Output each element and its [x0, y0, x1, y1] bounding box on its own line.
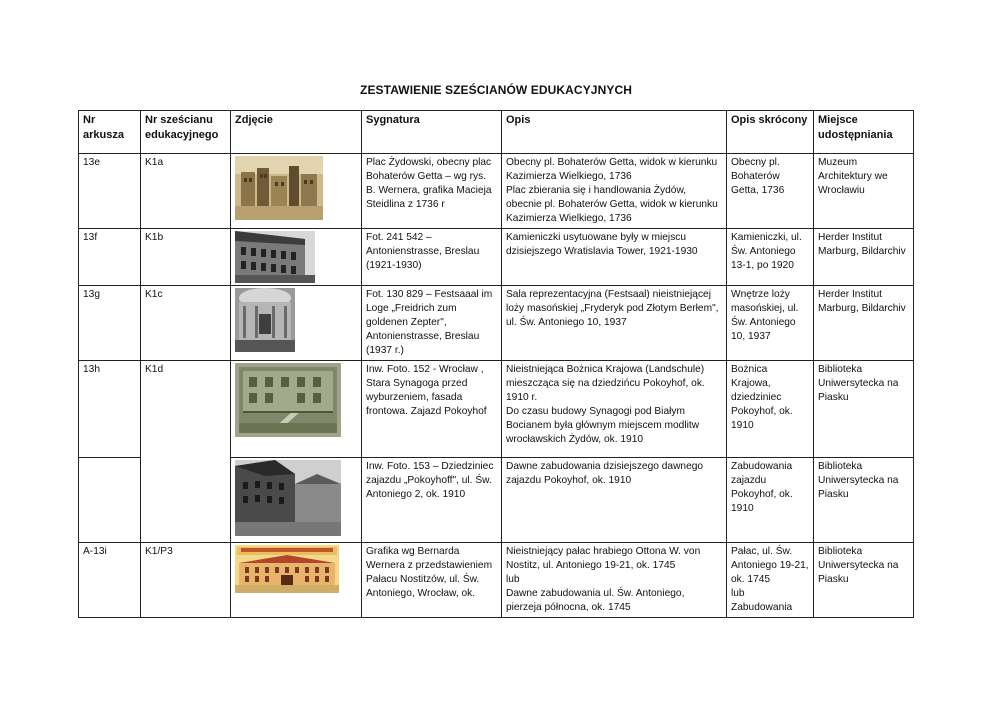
cell-szescian: K1c [141, 286, 231, 361]
table-row [79, 229, 914, 286]
cell-nr: 13e [79, 154, 141, 229]
cell-opis-skrocony: Bożnica Krajowa, dziedziniec Pokoyhof, ok. 1910 [727, 361, 814, 458]
cell-sygnatura: Plac Żydowski, obecny plac Bohaterów Getta – wg rys. B. Wernera, grafika Macieja Steidlina z 1736 r [362, 154, 502, 229]
cell-opis: Dawne zabudowania dzisiejszego dawnego zajazdu Pokoyhof, ok. 1910 [502, 458, 727, 543]
header-opis: Opis [502, 111, 727, 154]
cell-sygnatura: Inw. Foto. 153 – Dziedziniec zajazdu „Pokoyhoff", ul. Św. Antoniego 2, ok. 1910 [362, 458, 502, 543]
header-zdjecie: Zdjęcie [231, 111, 362, 154]
photo-old-synagogue-courtyard [235, 363, 357, 437]
cell-opis-skrocony: Zabudowania zajazdu Pokoyhof, ok. 1910 [727, 458, 814, 543]
header-nr-arkusza: Nr arkusza [79, 111, 141, 154]
cell-miejsce: Herder Institut Marburg, Bildarchiv [814, 286, 914, 361]
cell-photo [231, 543, 362, 618]
cell-szescian: K1a [141, 154, 231, 229]
cubes-table [78, 110, 914, 618]
cell-miejsce: Muzeum Architektury we Wrocławiu [814, 154, 914, 229]
cell-szescian: K1/P3 [141, 543, 231, 618]
header-opis-skrocony: Opis skrócony [727, 111, 814, 154]
cell-sygnatura: Grafika wg Bernarda Wernera z przedstawieniem Pałacu Nostitzów, ul. Św. Antoniego, Wrocław, ok. [362, 543, 502, 618]
photo-nostitz-palace-graphic [235, 545, 357, 593]
cell-sygnatura: Fot. 130 829 – Festsaaal im Loge „Freidrich zum goldenen Zepter", Antonienstrasse, Breslau (1937 r.) [362, 286, 502, 361]
page-title: ZESTAWIENIE SZEŚCIANÓW EDUKACYJNYCH [360, 83, 632, 97]
cell-opis: Sala reprezentacyjna (Festsaal) nieistniejącej loży masońskiej „Fryderyk pod Złotym Berłem", ul. Św. Antoniego 10, 1937 [502, 286, 727, 361]
header-sygnatura: Sygnatura [362, 111, 502, 154]
cell-opis-skrocony: Wnętrze loży masońskiej, ul. Św. Antoniego 10, 1937 [727, 286, 814, 361]
cell-nr: A-13i [79, 543, 141, 618]
cell-miejsce: Biblioteka Uniwersytecka na Piasku [814, 458, 914, 543]
cell-szescian: K1d [141, 361, 231, 543]
cell-opis: Kamieniczki usytuowane były w miejscu dzisiejszego Wratislavia Tower, 1921-1930 [502, 229, 727, 286]
cell-sygnatura: Fot. 241 542 – Antonienstrasse, Breslau (1921-1930) [362, 229, 502, 286]
cell-nr: 13g [79, 286, 141, 361]
cell-photo [231, 229, 362, 286]
cell-nr [79, 458, 141, 543]
table-row [79, 154, 914, 229]
cell-photo [231, 154, 362, 229]
header-miejsce: Miejsce udostępniania [814, 111, 914, 154]
header-nr-szescianu: Nr sześcianu edukacyjnego [141, 111, 231, 154]
cell-opis-skrocony: Obecny pl. Bohaterów Getta, 1736 [727, 154, 814, 229]
photo-plac-zydowski-engraving [235, 156, 357, 220]
cell-sygnatura: Inw. Foto. 152 - Wrocław , Stara Synagoga przed wyburzeniem, fasada frontowa. Zajazd Pokoyhof [362, 361, 502, 458]
cell-opis: Nieistniejący pałac hrabiego Ottona W. von Nostitz, ul. Antoniego 19-21, ok. 1745 lub Dawne zabudowania ul. Św. Antoniego, pierzeja północna, ok. 1745 [502, 543, 727, 618]
photo-festsaal-interior [235, 288, 357, 352]
table-header-row [79, 111, 914, 154]
cell-szescian: K1b [141, 229, 231, 286]
cell-opis: Nieistniejąca Bożnica Krajowa (Landschule) mieszcząca się na dziedzińcu Pokoyhof, ok. 1910 r. Do czasu budowy Synagogi pod Białym Bocianem była głównym miejscem modlitw wrocławskich Żydów, ok. 1910 [502, 361, 727, 458]
cell-photo [231, 458, 362, 543]
table-row [79, 543, 914, 618]
table-row [79, 286, 914, 361]
cell-miejsce: Herder Institut Marburg, Bildarchiv [814, 229, 914, 286]
photo-antonienstrasse-houses [235, 231, 357, 283]
cell-opis-skrocony: Kamieniczki, ul. Św. Antoniego 13-1, po 1920 [727, 229, 814, 286]
cell-miejsce: Biblioteka Uniwersytecka na Piasku [814, 543, 914, 618]
photo-pokoyhof-courtyard [235, 460, 357, 536]
cell-opis-skrocony: Pałac, ul. Św. Antoniego 19-21, ok. 1745 lub Zabudowania [727, 543, 814, 618]
cell-photo [231, 361, 362, 458]
cell-miejsce: Biblioteka Uniwersytecka na Piasku [814, 361, 914, 458]
cell-photo [231, 286, 362, 361]
cell-nr: 13f [79, 229, 141, 286]
cell-nr: 13h [79, 361, 141, 458]
table-row [79, 361, 914, 458]
cell-opis: Obecny pl. Bohaterów Getta, widok w kierunku Kazimierza Wielkiego, 1736 Plac zbierania się i handlowania Żydów, obecnie pl. Bohaterów Getta, widok w kierunku Kazimierza Wielkiego, 1736 [502, 154, 727, 229]
